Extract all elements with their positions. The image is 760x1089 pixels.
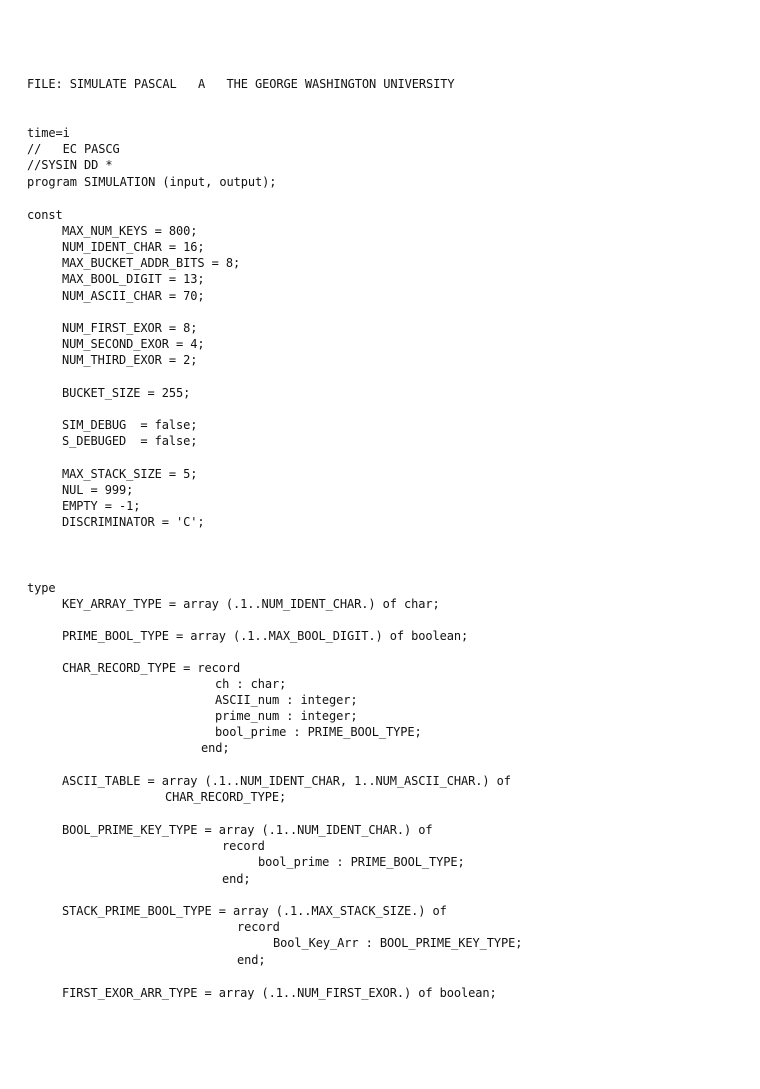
type-line: prime_num : integer;: [215, 709, 358, 723]
const-line: NUM_THIRD_EXOR = 2;: [62, 353, 198, 367]
const-line: NUL = 999;: [62, 483, 134, 497]
type-line: record: [237, 920, 280, 934]
type-line: Bool_Key_Arr : BOOL_PRIME_KEY_TYPE;: [273, 936, 523, 950]
jcl-line-time: time=i: [27, 126, 70, 140]
const-line: SIM_DEBUG = false;: [62, 418, 198, 432]
program-declaration: program SIMULATION (input, output);: [27, 175, 277, 189]
file-header: FILE: SIMULATE PASCAL A THE GEORGE WASHINGTON UNIVERSITY: [27, 77, 455, 91]
type-line: ASCII_num : integer;: [215, 693, 358, 707]
type-line: CHAR_RECORD_TYPE = record: [62, 661, 241, 675]
const-line: MAX_BUCKET_ADDR_BITS = 8;: [62, 256, 241, 270]
type-line: ASCII_TABLE = array (.1..NUM_IDENT_CHAR, 1..NUM_ASCII_CHAR.) of: [62, 774, 511, 788]
type-line: record: [222, 839, 265, 853]
type-keyword: type: [27, 581, 56, 595]
const-line: S_DEBUGED = false;: [62, 434, 198, 448]
type-line: BOOL_PRIME_KEY_TYPE = array (.1..NUM_IDENT_CHAR.) of: [62, 823, 433, 837]
type-line: CHAR_RECORD_TYPE;: [165, 790, 287, 804]
const-line: BUCKET_SIZE = 255;: [62, 386, 191, 400]
jcl-line-sysin: //SYSIN DD *: [27, 158, 113, 172]
const-line: NUM_SECOND_EXOR = 4;: [62, 337, 205, 351]
const-line: DISCRIMINATOR = 'C';: [62, 515, 205, 529]
const-line: NUM_FIRST_EXOR = 8;: [62, 321, 198, 335]
type-line: KEY_ARRAY_TYPE = array (.1..NUM_IDENT_CHAR.) of char;: [62, 597, 440, 611]
const-line: NUM_IDENT_CHAR = 16;: [62, 240, 205, 254]
type-line: ch : char;: [215, 677, 287, 691]
type-line: PRIME_BOOL_TYPE = array (.1..MAX_BOOL_DIGIT.) of boolean;: [62, 629, 469, 643]
const-line: NUM_ASCII_CHAR = 70;: [62, 289, 205, 303]
type-line: end;: [222, 872, 251, 886]
const-line: EMPTY = -1;: [62, 499, 141, 513]
const-line: MAX_STACK_SIZE = 5;: [62, 467, 198, 481]
type-line: bool_prime : PRIME_BOOL_TYPE;: [215, 725, 422, 739]
type-line: FIRST_EXOR_ARR_TYPE = array (.1..NUM_FIRST_EXOR.) of boolean;: [62, 986, 497, 1000]
type-line: end;: [237, 953, 266, 967]
const-line: MAX_NUM_KEYS = 800;: [62, 224, 198, 238]
type-line: bool_prime : PRIME_BOOL_TYPE;: [258, 855, 465, 869]
const-keyword: const: [27, 208, 63, 222]
jcl-line-exec: // EC PASCG: [27, 142, 120, 156]
type-line: end;: [201, 741, 230, 755]
type-line: STACK_PRIME_BOOL_TYPE = array (.1..MAX_STACK_SIZE.) of: [62, 904, 447, 918]
const-line: MAX_BOOL_DIGIT = 13;: [62, 272, 205, 286]
